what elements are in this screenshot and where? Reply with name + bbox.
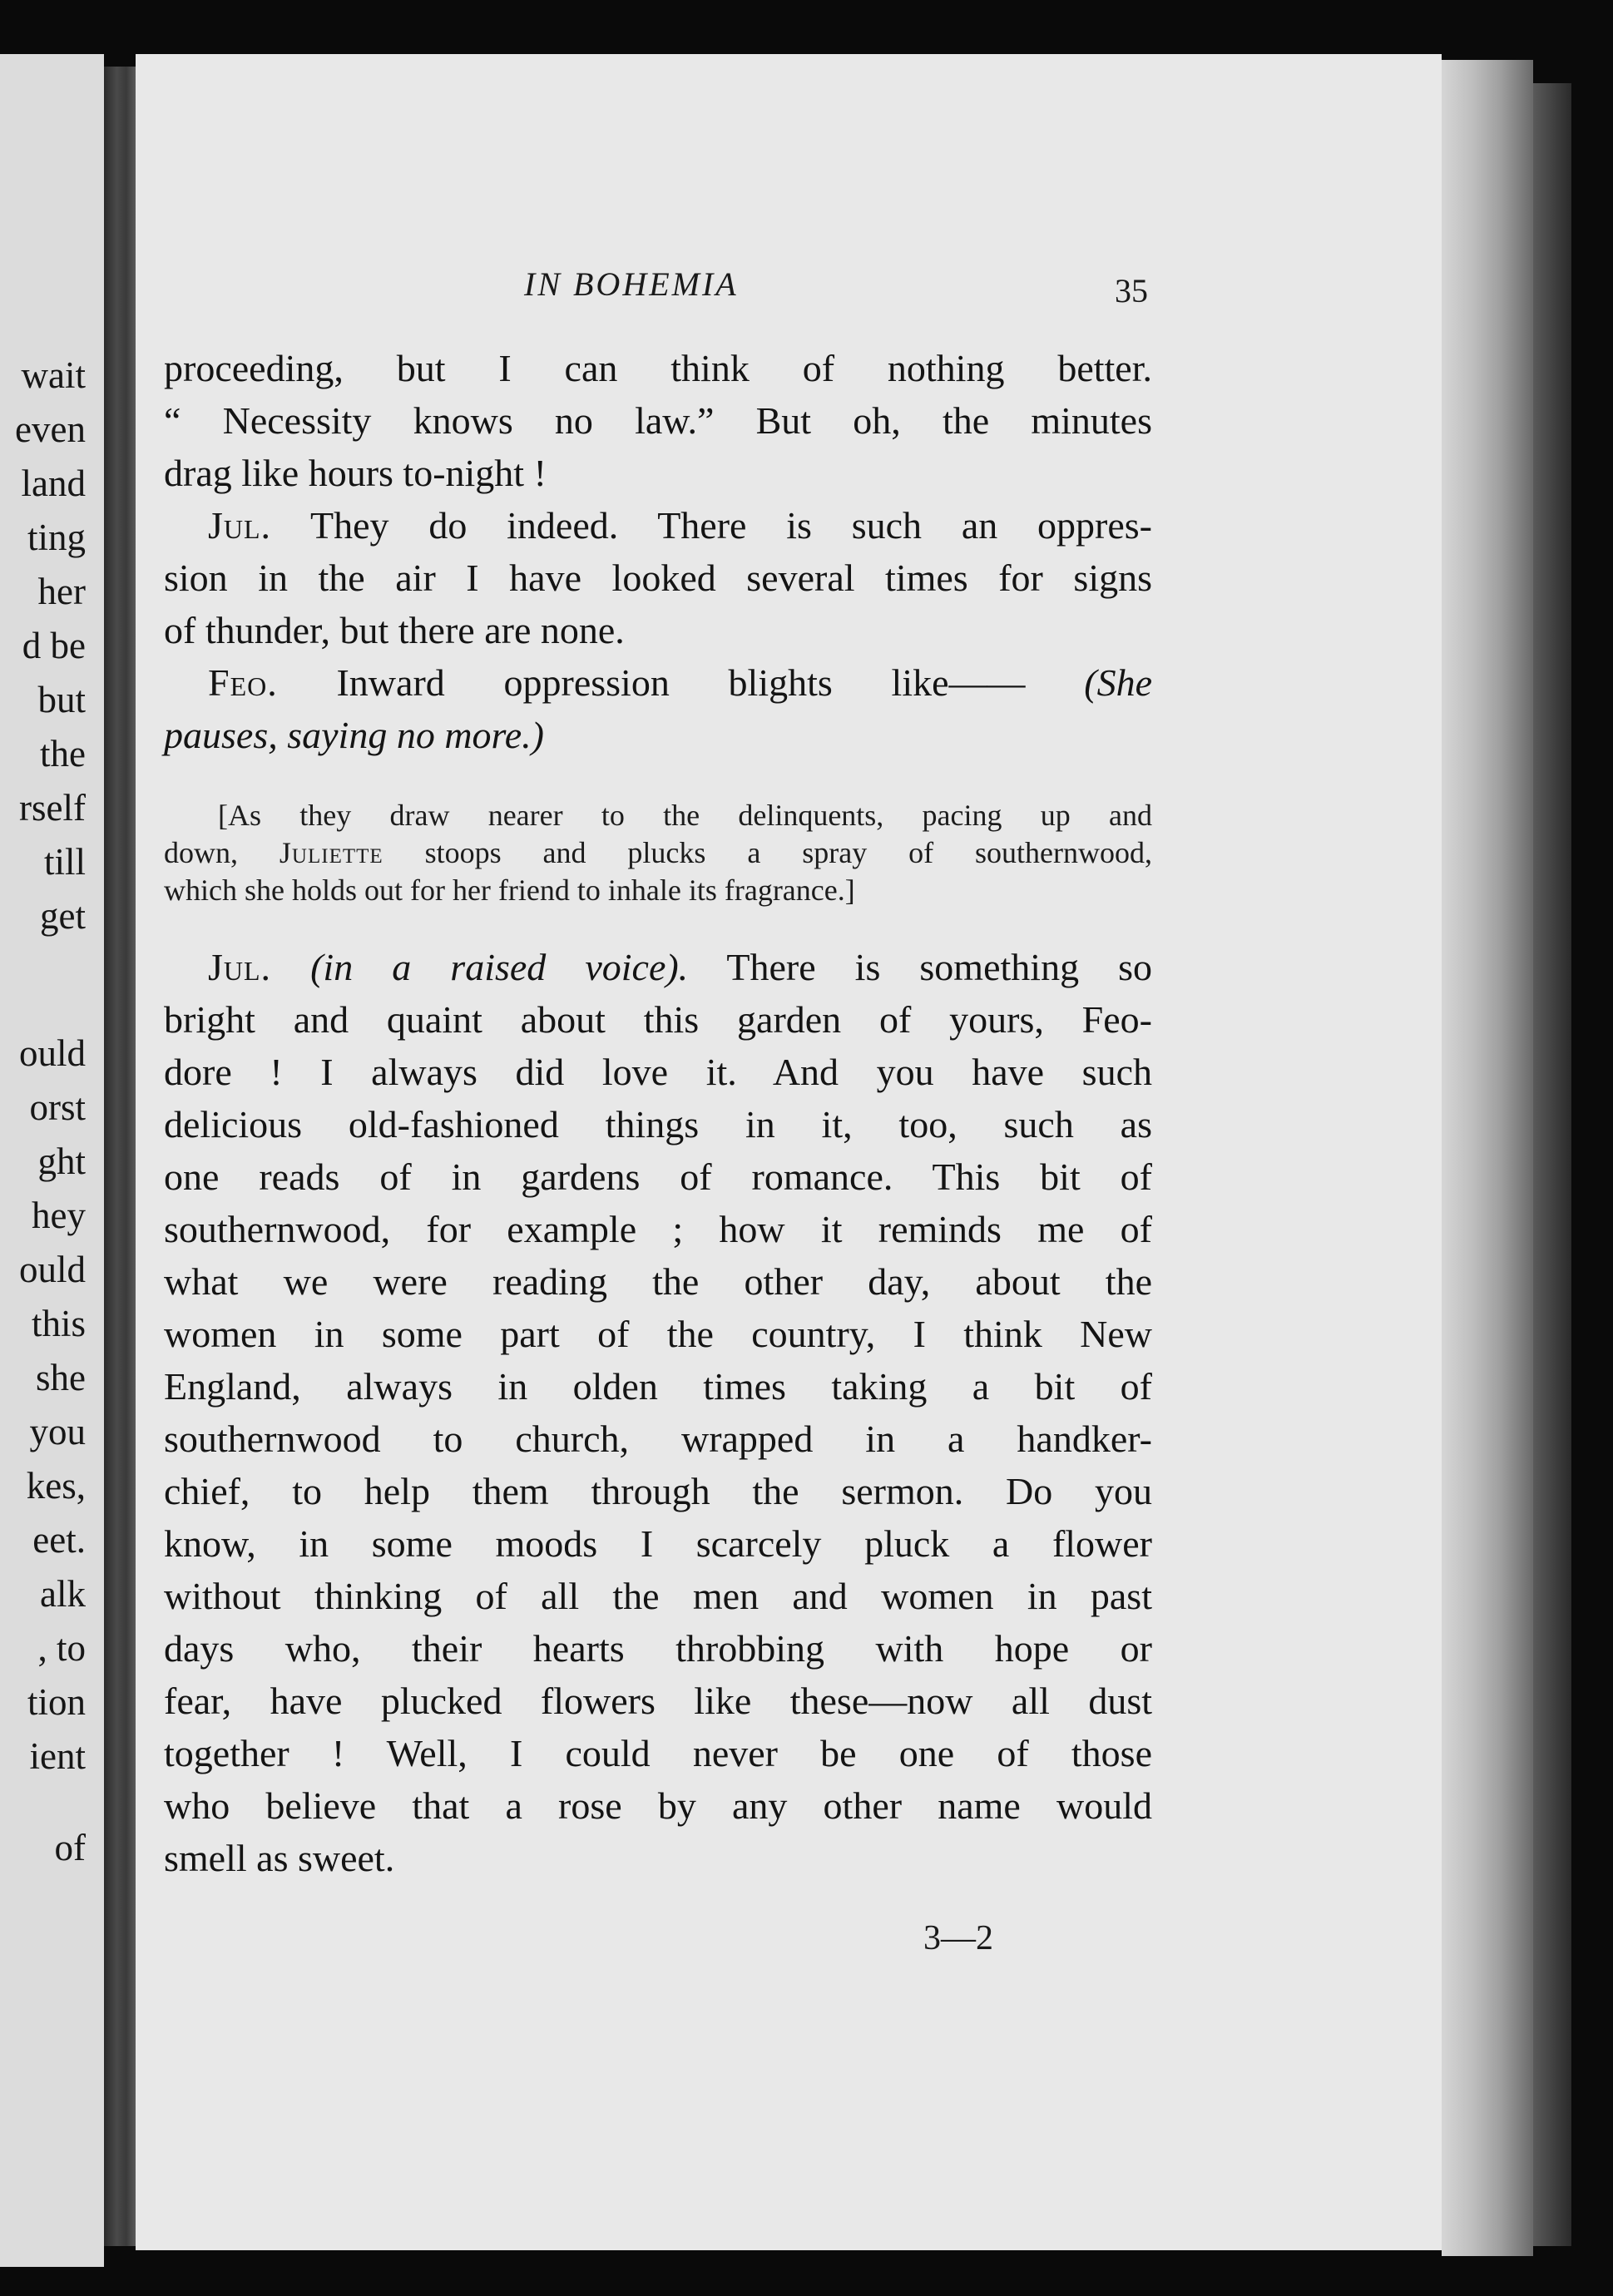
speech-text: They do indeed. There is such an oppres- [271, 504, 1152, 547]
left-line: ght [37, 1141, 86, 1182]
page-number: 35 [1115, 272, 1148, 309]
speaker-name: Jul. [208, 504, 272, 547]
text-line: of thunder, but there are none. [164, 609, 625, 651]
left-line: this [31, 1303, 86, 1344]
left-line: kes, [26, 1465, 86, 1507]
text-line: what we were reading the other day, about the [164, 1260, 1152, 1303]
left-line: orst [29, 1086, 86, 1128]
stage-direction-block: which she holds out for her friend to inhale its fragrance.] [164, 873, 855, 907]
page-edge-stack [1442, 60, 1533, 2256]
text-line: chief, to help them through the sermon. Do you [164, 1470, 1152, 1512]
left-line: she [36, 1357, 86, 1398]
stage-direction: (She [1084, 661, 1152, 704]
left-line: rself [19, 787, 86, 829]
text-line: bright and quaint about this garden of yours, Feo- [164, 998, 1152, 1041]
book-gutter [104, 67, 136, 2246]
stage-direction: (in a raised voice). [310, 946, 689, 988]
left-line: ould [18, 1032, 86, 1074]
left-line: her [37, 571, 86, 612]
character-name: Juliette [279, 836, 383, 869]
text-line: “ Necessity knows no law.” But oh, the minutes [164, 399, 1152, 442]
speech-line [208, 944, 1152, 991]
text-line: women in some part of the country, I think New [164, 1313, 1152, 1355]
text-line: southernwood, for example ; how it reminds me of [164, 1208, 1152, 1250]
text-line: delicious old-fashioned things in it, too, such as [164, 1103, 1152, 1146]
left-line: wait [21, 354, 86, 396]
left-line: ould [18, 1249, 86, 1290]
speaker-name: Feo. [208, 661, 278, 704]
text-line: without thinking of all the men and women in past [164, 1575, 1152, 1617]
stage-direction-block: [As they draw nearer to the delinquents, pacing up and [218, 799, 1152, 832]
left-line: of [54, 1827, 86, 1868]
text-line: sion in the air I have looked several times for signs [164, 557, 1152, 599]
book-cover-edge [1533, 83, 1571, 2246]
text-line: drag like hours to-night ! [164, 452, 547, 494]
left-line: get [40, 895, 86, 937]
speech-line [208, 502, 1152, 549]
text-line: one reads of in gardens of romance. This bit of [164, 1155, 1152, 1198]
left-line: , to [37, 1627, 86, 1669]
stage-text: down, [164, 836, 280, 869]
left-line: you [29, 1411, 86, 1452]
speech-line [208, 660, 1152, 706]
text-line: who believe that a rose by any other name would [164, 1784, 1152, 1827]
left-line: ting [27, 517, 86, 558]
left-line: but [37, 679, 86, 720]
left-line: hey [32, 1195, 86, 1236]
text-line: dore ! I always did love it. And you have such [164, 1051, 1152, 1093]
text-line: days who, their hearts throbbing with hope or [164, 1627, 1152, 1670]
signature-mark: 3—2 [923, 1919, 993, 1957]
left-line: even [15, 408, 86, 450]
text-line: southernwood to church, wrapped in a handker- [164, 1418, 1152, 1460]
stage-text: stoops and plucks a spray of southernwood, [383, 836, 1152, 869]
left-line: alk [40, 1573, 86, 1615]
left-line: tion [27, 1681, 86, 1723]
speech-text: There is something so [688, 946, 1153, 988]
text-line: fear, have plucked flowers like these—now all dust [164, 1680, 1152, 1722]
left-line: d be [22, 625, 86, 666]
left-line: till [43, 841, 86, 883]
left-line: the [40, 733, 86, 774]
stage-direction-line: pauses, saying no more.) [164, 714, 544, 756]
text-line: together ! Well, I could never be one of those [164, 1732, 1152, 1774]
text-line: know, in some moods I scarcely pluck a flower [164, 1522, 1152, 1565]
stage-direction-block [164, 836, 1152, 869]
left-line: land [21, 463, 86, 504]
speaker-name: Jul. [208, 946, 272, 988]
speech-text: Inward oppression blights like—— [277, 661, 1085, 704]
text-line: proceeding, but I can think of nothing better. [164, 347, 1152, 389]
left-line: eet. [32, 1519, 86, 1561]
left-facing-page [0, 54, 104, 2267]
text-line: England, always in olden times taking a bit of [164, 1365, 1152, 1408]
text-line: smell as sweet. [164, 1837, 395, 1879]
running-head: IN BOHEMIA [524, 265, 739, 303]
left-line: ient [29, 1735, 86, 1777]
